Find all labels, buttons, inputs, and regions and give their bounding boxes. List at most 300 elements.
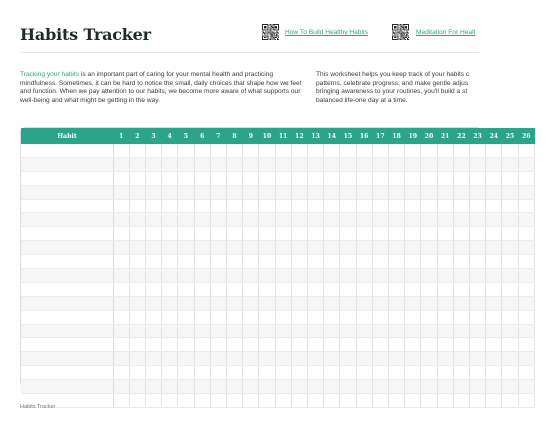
day-check-cell[interactable] bbox=[259, 380, 275, 394]
day-check-cell[interactable] bbox=[113, 199, 129, 213]
day-check-cell[interactable] bbox=[486, 144, 502, 157]
day-check-cell[interactable] bbox=[324, 241, 340, 255]
day-check-cell[interactable] bbox=[437, 324, 453, 338]
day-check-cell[interactable] bbox=[259, 144, 275, 157]
day-check-cell[interactable] bbox=[178, 157, 194, 171]
day-check-cell[interactable] bbox=[518, 144, 534, 157]
day-check-cell[interactable] bbox=[405, 185, 421, 199]
day-check-cell[interactable] bbox=[129, 157, 145, 171]
day-check-cell[interactable] bbox=[388, 213, 404, 227]
day-check-cell[interactable] bbox=[388, 171, 404, 185]
day-check-cell[interactable] bbox=[307, 157, 323, 171]
day-check-cell[interactable] bbox=[356, 185, 372, 199]
day-check-cell[interactable] bbox=[194, 310, 210, 324]
day-check-cell[interactable] bbox=[486, 310, 502, 324]
day-check-cell[interactable] bbox=[162, 296, 178, 310]
day-check-cell[interactable] bbox=[243, 366, 259, 380]
day-check-cell[interactable] bbox=[437, 185, 453, 199]
day-check-cell[interactable] bbox=[340, 380, 356, 394]
day-check-cell[interactable] bbox=[469, 213, 485, 227]
day-check-cell[interactable] bbox=[340, 338, 356, 352]
day-check-cell[interactable] bbox=[307, 366, 323, 380]
day-check-cell[interactable] bbox=[243, 213, 259, 227]
day-check-cell[interactable] bbox=[372, 199, 388, 213]
day-check-cell[interactable] bbox=[453, 157, 469, 171]
day-check-cell[interactable] bbox=[129, 366, 145, 380]
day-check-cell[interactable] bbox=[324, 213, 340, 227]
day-check-cell[interactable] bbox=[340, 185, 356, 199]
day-check-cell[interactable] bbox=[486, 157, 502, 171]
day-check-cell[interactable] bbox=[243, 394, 259, 408]
day-check-cell[interactable] bbox=[194, 227, 210, 241]
day-check-cell[interactable] bbox=[129, 213, 145, 227]
day-check-cell[interactable] bbox=[243, 310, 259, 324]
day-check-cell[interactable] bbox=[259, 185, 275, 199]
day-check-cell[interactable] bbox=[437, 296, 453, 310]
day-check-cell[interactable] bbox=[421, 199, 437, 213]
day-check-cell[interactable] bbox=[372, 338, 388, 352]
day-check-cell[interactable] bbox=[307, 255, 323, 269]
day-check-cell[interactable] bbox=[372, 213, 388, 227]
day-check-cell[interactable] bbox=[388, 144, 404, 157]
day-check-cell[interactable] bbox=[356, 352, 372, 366]
day-check-cell[interactable] bbox=[194, 282, 210, 296]
day-check-cell[interactable] bbox=[469, 282, 485, 296]
day-check-cell[interactable] bbox=[372, 352, 388, 366]
day-check-cell[interactable] bbox=[372, 269, 388, 283]
day-check-cell[interactable] bbox=[405, 282, 421, 296]
day-check-cell[interactable] bbox=[307, 199, 323, 213]
day-check-cell[interactable] bbox=[178, 394, 194, 408]
day-check-cell[interactable] bbox=[162, 213, 178, 227]
day-check-cell[interactable] bbox=[421, 241, 437, 255]
day-check-cell[interactable] bbox=[518, 324, 534, 338]
day-check-cell[interactable] bbox=[259, 241, 275, 255]
day-check-cell[interactable] bbox=[129, 269, 145, 283]
day-check-cell[interactable] bbox=[324, 157, 340, 171]
day-check-cell[interactable] bbox=[129, 199, 145, 213]
day-check-cell[interactable] bbox=[453, 241, 469, 255]
day-check-cell[interactable] bbox=[486, 171, 502, 185]
day-check-cell[interactable] bbox=[194, 366, 210, 380]
day-check-cell[interactable] bbox=[372, 394, 388, 408]
habit-name-cell[interactable] bbox=[21, 338, 113, 352]
day-check-cell[interactable] bbox=[243, 338, 259, 352]
day-check-cell[interactable] bbox=[469, 296, 485, 310]
day-check-cell[interactable] bbox=[502, 310, 518, 324]
day-check-cell[interactable] bbox=[372, 227, 388, 241]
day-check-cell[interactable] bbox=[194, 144, 210, 157]
day-check-cell[interactable] bbox=[453, 171, 469, 185]
day-check-cell[interactable] bbox=[259, 213, 275, 227]
day-check-cell[interactable] bbox=[275, 310, 291, 324]
day-check-cell[interactable] bbox=[324, 269, 340, 283]
day-check-cell[interactable] bbox=[356, 394, 372, 408]
day-check-cell[interactable] bbox=[307, 241, 323, 255]
habit-name-cell[interactable] bbox=[21, 380, 113, 394]
day-check-cell[interactable] bbox=[226, 157, 242, 171]
day-check-cell[interactable] bbox=[259, 394, 275, 408]
day-check-cell[interactable] bbox=[340, 282, 356, 296]
day-check-cell[interactable] bbox=[210, 380, 226, 394]
day-check-cell[interactable] bbox=[518, 171, 534, 185]
day-check-cell[interactable] bbox=[421, 157, 437, 171]
day-check-cell[interactable] bbox=[421, 171, 437, 185]
day-check-cell[interactable] bbox=[486, 352, 502, 366]
day-check-cell[interactable] bbox=[243, 380, 259, 394]
day-check-cell[interactable] bbox=[324, 282, 340, 296]
day-check-cell[interactable] bbox=[469, 366, 485, 380]
day-check-cell[interactable] bbox=[226, 241, 242, 255]
day-check-cell[interactable] bbox=[502, 394, 518, 408]
day-check-cell[interactable] bbox=[129, 171, 145, 185]
day-check-cell[interactable] bbox=[243, 199, 259, 213]
day-check-cell[interactable] bbox=[437, 213, 453, 227]
day-check-cell[interactable] bbox=[388, 185, 404, 199]
day-check-cell[interactable] bbox=[502, 366, 518, 380]
day-check-cell[interactable] bbox=[194, 338, 210, 352]
day-check-cell[interactable] bbox=[226, 296, 242, 310]
day-check-cell[interactable] bbox=[291, 269, 307, 283]
day-check-cell[interactable] bbox=[178, 366, 194, 380]
day-check-cell[interactable] bbox=[275, 296, 291, 310]
day-check-cell[interactable] bbox=[388, 269, 404, 283]
day-check-cell[interactable] bbox=[518, 380, 534, 394]
day-check-cell[interactable] bbox=[243, 171, 259, 185]
day-check-cell[interactable] bbox=[275, 213, 291, 227]
day-check-cell[interactable] bbox=[113, 366, 129, 380]
day-check-cell[interactable] bbox=[129, 255, 145, 269]
day-check-cell[interactable] bbox=[469, 157, 485, 171]
day-check-cell[interactable] bbox=[388, 241, 404, 255]
day-check-cell[interactable] bbox=[502, 199, 518, 213]
day-check-cell[interactable] bbox=[502, 241, 518, 255]
day-check-cell[interactable] bbox=[162, 338, 178, 352]
day-check-cell[interactable] bbox=[259, 171, 275, 185]
habit-name-cell[interactable] bbox=[21, 324, 113, 338]
day-check-cell[interactable] bbox=[518, 157, 534, 171]
day-check-cell[interactable] bbox=[518, 394, 534, 408]
day-check-cell[interactable] bbox=[372, 296, 388, 310]
day-check-cell[interactable] bbox=[340, 157, 356, 171]
day-check-cell[interactable] bbox=[210, 227, 226, 241]
day-check-cell[interactable] bbox=[421, 366, 437, 380]
day-check-cell[interactable] bbox=[226, 255, 242, 269]
day-check-cell[interactable] bbox=[291, 352, 307, 366]
day-check-cell[interactable] bbox=[324, 144, 340, 157]
day-check-cell[interactable] bbox=[291, 185, 307, 199]
day-check-cell[interactable] bbox=[437, 366, 453, 380]
day-check-cell[interactable] bbox=[129, 380, 145, 394]
day-check-cell[interactable] bbox=[162, 366, 178, 380]
day-check-cell[interactable] bbox=[145, 394, 161, 408]
day-check-cell[interactable] bbox=[259, 338, 275, 352]
day-check-cell[interactable] bbox=[194, 352, 210, 366]
day-check-cell[interactable] bbox=[162, 255, 178, 269]
day-check-cell[interactable] bbox=[502, 296, 518, 310]
day-check-cell[interactable] bbox=[405, 380, 421, 394]
day-check-cell[interactable] bbox=[453, 352, 469, 366]
day-check-cell[interactable] bbox=[324, 338, 340, 352]
day-check-cell[interactable] bbox=[307, 352, 323, 366]
day-check-cell[interactable] bbox=[405, 255, 421, 269]
day-check-cell[interactable] bbox=[437, 338, 453, 352]
day-check-cell[interactable] bbox=[210, 282, 226, 296]
day-check-cell[interactable] bbox=[405, 171, 421, 185]
day-check-cell[interactable] bbox=[356, 157, 372, 171]
day-check-cell[interactable] bbox=[340, 144, 356, 157]
day-check-cell[interactable] bbox=[162, 394, 178, 408]
day-check-cell[interactable] bbox=[291, 366, 307, 380]
day-check-cell[interactable] bbox=[437, 380, 453, 394]
day-check-cell[interactable] bbox=[324, 171, 340, 185]
day-check-cell[interactable] bbox=[194, 157, 210, 171]
day-check-cell[interactable] bbox=[113, 394, 129, 408]
day-check-cell[interactable] bbox=[437, 255, 453, 269]
day-check-cell[interactable] bbox=[162, 352, 178, 366]
day-check-cell[interactable] bbox=[469, 171, 485, 185]
day-check-cell[interactable] bbox=[518, 310, 534, 324]
day-check-cell[interactable] bbox=[356, 269, 372, 283]
day-check-cell[interactable] bbox=[421, 394, 437, 408]
day-check-cell[interactable] bbox=[502, 352, 518, 366]
day-check-cell[interactable] bbox=[178, 199, 194, 213]
day-check-cell[interactable] bbox=[113, 144, 129, 157]
day-check-cell[interactable] bbox=[129, 310, 145, 324]
day-check-cell[interactable] bbox=[162, 199, 178, 213]
day-check-cell[interactable] bbox=[291, 282, 307, 296]
day-check-cell[interactable] bbox=[405, 324, 421, 338]
day-check-cell[interactable] bbox=[210, 394, 226, 408]
day-check-cell[interactable] bbox=[356, 255, 372, 269]
day-check-cell[interactable] bbox=[275, 185, 291, 199]
day-check-cell[interactable] bbox=[502, 282, 518, 296]
day-check-cell[interactable] bbox=[324, 380, 340, 394]
day-check-cell[interactable] bbox=[453, 282, 469, 296]
day-check-cell[interactable] bbox=[405, 296, 421, 310]
day-check-cell[interactable] bbox=[210, 255, 226, 269]
day-check-cell[interactable] bbox=[210, 171, 226, 185]
day-check-cell[interactable] bbox=[145, 227, 161, 241]
day-check-cell[interactable] bbox=[162, 227, 178, 241]
day-check-cell[interactable] bbox=[307, 324, 323, 338]
day-check-cell[interactable] bbox=[388, 296, 404, 310]
day-check-cell[interactable] bbox=[226, 352, 242, 366]
day-check-cell[interactable] bbox=[291, 296, 307, 310]
day-check-cell[interactable] bbox=[259, 296, 275, 310]
day-check-cell[interactable] bbox=[469, 310, 485, 324]
day-check-cell[interactable] bbox=[291, 199, 307, 213]
day-check-cell[interactable] bbox=[113, 227, 129, 241]
habit-name-cell[interactable] bbox=[21, 199, 113, 213]
day-check-cell[interactable] bbox=[243, 157, 259, 171]
day-check-cell[interactable] bbox=[437, 227, 453, 241]
day-check-cell[interactable] bbox=[210, 352, 226, 366]
day-check-cell[interactable] bbox=[194, 199, 210, 213]
day-check-cell[interactable] bbox=[356, 171, 372, 185]
day-check-cell[interactable] bbox=[210, 324, 226, 338]
day-check-cell[interactable] bbox=[291, 213, 307, 227]
day-check-cell[interactable] bbox=[453, 227, 469, 241]
day-check-cell[interactable] bbox=[113, 213, 129, 227]
day-check-cell[interactable] bbox=[421, 227, 437, 241]
day-check-cell[interactable] bbox=[129, 296, 145, 310]
day-check-cell[interactable] bbox=[275, 324, 291, 338]
day-check-cell[interactable] bbox=[291, 171, 307, 185]
day-check-cell[interactable] bbox=[340, 227, 356, 241]
day-check-cell[interactable] bbox=[307, 380, 323, 394]
day-check-cell[interactable] bbox=[356, 199, 372, 213]
habit-name-cell[interactable] bbox=[21, 269, 113, 283]
day-check-cell[interactable] bbox=[275, 269, 291, 283]
day-check-cell[interactable] bbox=[437, 394, 453, 408]
day-check-cell[interactable] bbox=[275, 144, 291, 157]
day-check-cell[interactable] bbox=[502, 255, 518, 269]
day-check-cell[interactable] bbox=[162, 310, 178, 324]
day-check-cell[interactable] bbox=[469, 199, 485, 213]
day-check-cell[interactable] bbox=[405, 199, 421, 213]
day-check-cell[interactable] bbox=[243, 144, 259, 157]
day-check-cell[interactable] bbox=[437, 144, 453, 157]
day-check-cell[interactable] bbox=[145, 171, 161, 185]
day-check-cell[interactable] bbox=[259, 366, 275, 380]
day-check-cell[interactable] bbox=[453, 199, 469, 213]
day-check-cell[interactable] bbox=[226, 394, 242, 408]
day-check-cell[interactable] bbox=[437, 241, 453, 255]
day-check-cell[interactable] bbox=[259, 310, 275, 324]
day-check-cell[interactable] bbox=[275, 282, 291, 296]
day-check-cell[interactable] bbox=[486, 241, 502, 255]
day-check-cell[interactable] bbox=[405, 394, 421, 408]
day-check-cell[interactable] bbox=[502, 380, 518, 394]
day-check-cell[interactable] bbox=[486, 282, 502, 296]
day-check-cell[interactable] bbox=[518, 227, 534, 241]
day-check-cell[interactable] bbox=[259, 255, 275, 269]
day-check-cell[interactable] bbox=[437, 282, 453, 296]
day-check-cell[interactable] bbox=[486, 227, 502, 241]
day-check-cell[interactable] bbox=[324, 324, 340, 338]
day-check-cell[interactable] bbox=[502, 144, 518, 157]
day-check-cell[interactable] bbox=[291, 380, 307, 394]
day-check-cell[interactable] bbox=[486, 255, 502, 269]
day-check-cell[interactable] bbox=[340, 199, 356, 213]
day-check-cell[interactable] bbox=[129, 227, 145, 241]
day-check-cell[interactable] bbox=[486, 213, 502, 227]
day-check-cell[interactable] bbox=[502, 338, 518, 352]
day-check-cell[interactable] bbox=[226, 282, 242, 296]
day-check-cell[interactable] bbox=[372, 380, 388, 394]
day-check-cell[interactable] bbox=[324, 394, 340, 408]
day-check-cell[interactable] bbox=[162, 241, 178, 255]
day-check-cell[interactable] bbox=[226, 366, 242, 380]
day-check-cell[interactable] bbox=[113, 324, 129, 338]
day-check-cell[interactable] bbox=[324, 366, 340, 380]
habit-name-cell[interactable] bbox=[21, 144, 113, 157]
day-check-cell[interactable] bbox=[469, 255, 485, 269]
day-check-cell[interactable] bbox=[388, 394, 404, 408]
day-check-cell[interactable] bbox=[194, 394, 210, 408]
day-check-cell[interactable] bbox=[129, 282, 145, 296]
day-check-cell[interactable] bbox=[178, 296, 194, 310]
day-check-cell[interactable] bbox=[210, 366, 226, 380]
day-check-cell[interactable] bbox=[405, 227, 421, 241]
day-check-cell[interactable] bbox=[486, 366, 502, 380]
day-check-cell[interactable] bbox=[226, 185, 242, 199]
day-check-cell[interactable] bbox=[486, 394, 502, 408]
day-check-cell[interactable] bbox=[340, 394, 356, 408]
day-check-cell[interactable] bbox=[275, 394, 291, 408]
day-check-cell[interactable] bbox=[194, 255, 210, 269]
day-check-cell[interactable] bbox=[129, 185, 145, 199]
intro-highlight-link[interactable]: Tracking your habits bbox=[20, 71, 80, 78]
day-check-cell[interactable] bbox=[291, 324, 307, 338]
day-check-cell[interactable] bbox=[145, 213, 161, 227]
day-check-cell[interactable] bbox=[356, 338, 372, 352]
day-check-cell[interactable] bbox=[502, 171, 518, 185]
day-check-cell[interactable] bbox=[469, 352, 485, 366]
day-check-cell[interactable] bbox=[340, 255, 356, 269]
day-check-cell[interactable] bbox=[388, 255, 404, 269]
day-check-cell[interactable] bbox=[453, 269, 469, 283]
day-check-cell[interactable] bbox=[405, 310, 421, 324]
day-check-cell[interactable] bbox=[145, 199, 161, 213]
day-check-cell[interactable] bbox=[113, 241, 129, 255]
day-check-cell[interactable] bbox=[145, 241, 161, 255]
habit-name-cell[interactable] bbox=[21, 352, 113, 366]
day-check-cell[interactable] bbox=[453, 144, 469, 157]
habit-name-cell[interactable] bbox=[21, 241, 113, 255]
day-check-cell[interactable] bbox=[226, 269, 242, 283]
link-meditation[interactable]: Meditation For Healt bbox=[416, 29, 476, 36]
day-check-cell[interactable] bbox=[518, 255, 534, 269]
day-check-cell[interactable] bbox=[178, 310, 194, 324]
day-check-cell[interactable] bbox=[162, 324, 178, 338]
day-check-cell[interactable] bbox=[178, 171, 194, 185]
day-check-cell[interactable] bbox=[275, 255, 291, 269]
day-check-cell[interactable] bbox=[388, 157, 404, 171]
day-check-cell[interactable] bbox=[356, 282, 372, 296]
day-check-cell[interactable] bbox=[421, 380, 437, 394]
day-check-cell[interactable] bbox=[226, 227, 242, 241]
day-check-cell[interactable] bbox=[405, 241, 421, 255]
day-check-cell[interactable] bbox=[145, 352, 161, 366]
day-check-cell[interactable] bbox=[145, 296, 161, 310]
day-check-cell[interactable] bbox=[502, 157, 518, 171]
day-check-cell[interactable] bbox=[291, 255, 307, 269]
day-check-cell[interactable] bbox=[113, 255, 129, 269]
day-check-cell[interactable] bbox=[145, 366, 161, 380]
day-check-cell[interactable] bbox=[210, 310, 226, 324]
day-check-cell[interactable] bbox=[518, 338, 534, 352]
habit-name-cell[interactable] bbox=[21, 296, 113, 310]
day-check-cell[interactable] bbox=[243, 352, 259, 366]
day-check-cell[interactable] bbox=[194, 213, 210, 227]
day-check-cell[interactable] bbox=[437, 269, 453, 283]
day-check-cell[interactable] bbox=[307, 185, 323, 199]
day-check-cell[interactable] bbox=[178, 185, 194, 199]
day-check-cell[interactable] bbox=[307, 171, 323, 185]
day-check-cell[interactable] bbox=[129, 338, 145, 352]
day-check-cell[interactable] bbox=[356, 213, 372, 227]
day-check-cell[interactable] bbox=[162, 269, 178, 283]
day-check-cell[interactable] bbox=[405, 366, 421, 380]
day-check-cell[interactable] bbox=[421, 282, 437, 296]
day-check-cell[interactable] bbox=[421, 185, 437, 199]
day-check-cell[interactable] bbox=[388, 352, 404, 366]
day-check-cell[interactable] bbox=[210, 144, 226, 157]
day-check-cell[interactable] bbox=[469, 185, 485, 199]
day-check-cell[interactable] bbox=[469, 338, 485, 352]
